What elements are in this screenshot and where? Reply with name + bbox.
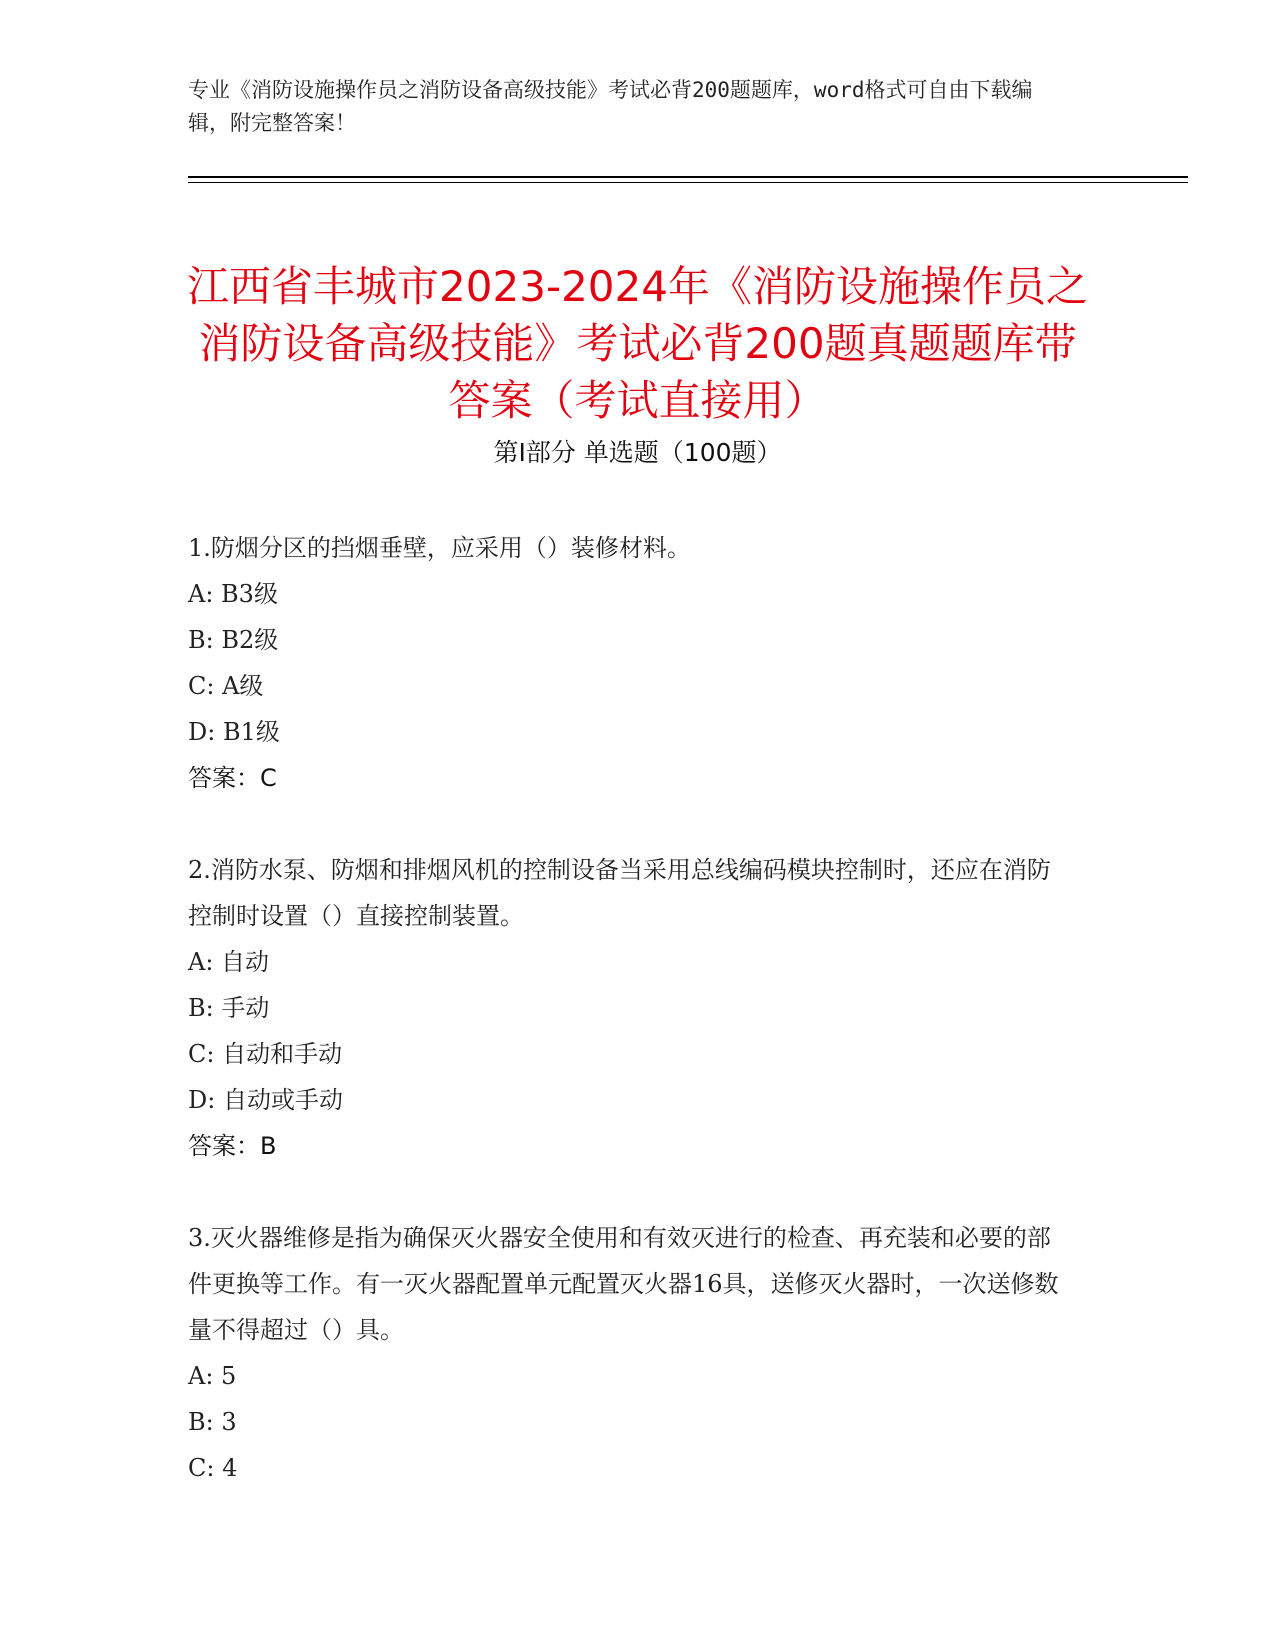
question-list	[188, 525, 1068, 1537]
question-item	[188, 847, 1068, 1169]
document-title: 江西省丰城市2023-2024年《消防设施操作员之消防设备高级技能》考试必背200题真题题库带答案（考试直接用）	[187, 262, 1088, 426]
option-b: B: B2级	[188, 626, 279, 654]
answer: 答案：C	[188, 764, 277, 792]
option-a: A: 自动	[188, 948, 270, 976]
option-a: A: B3级	[188, 580, 278, 608]
question-stem: 2.消防水泵、防烟和排烟风机的控制设备当采用总线编码模块控制时，还应在消防控制时设置（）直接控制装置。	[188, 856, 1051, 930]
section-heading: 第I部分 单选题（100题）	[493, 438, 782, 467]
question-stem: 1.防烟分区的挡烟垂壁，应采用（）装修材料。	[188, 534, 691, 562]
option-d: D: 自动或手动	[188, 1086, 343, 1114]
option-c: C: A级	[188, 672, 264, 700]
option-a: A: 5	[188, 1362, 237, 1390]
option-b: B: 手动	[188, 994, 270, 1022]
answer: 答案：B	[188, 1132, 277, 1160]
option-b: B: 3	[188, 1408, 237, 1436]
question-item	[188, 525, 1068, 801]
option-c: C: 4	[188, 1454, 238, 1482]
option-c: C: 自动和手动	[188, 1040, 343, 1068]
option-d: D: B1级	[188, 718, 280, 746]
question-stem: 3.灭火器维修是指为确保灭火器安全使用和有效灭进行的检查、再充装和必要的部件更换等工作。有一灭火器配置单元配置灭火器16具，送修灭火器时，一次送修数量不得超过（）具。	[188, 1224, 1059, 1344]
header-divider-thin	[188, 182, 1188, 183]
header-note: 专业《消防设施操作员之消防设备高级技能》考试必背200题题库，word格式可自由下载编辑，附完整答案！	[188, 78, 1033, 135]
header-divider-thick	[188, 176, 1188, 178]
question-item	[188, 1215, 1068, 1491]
